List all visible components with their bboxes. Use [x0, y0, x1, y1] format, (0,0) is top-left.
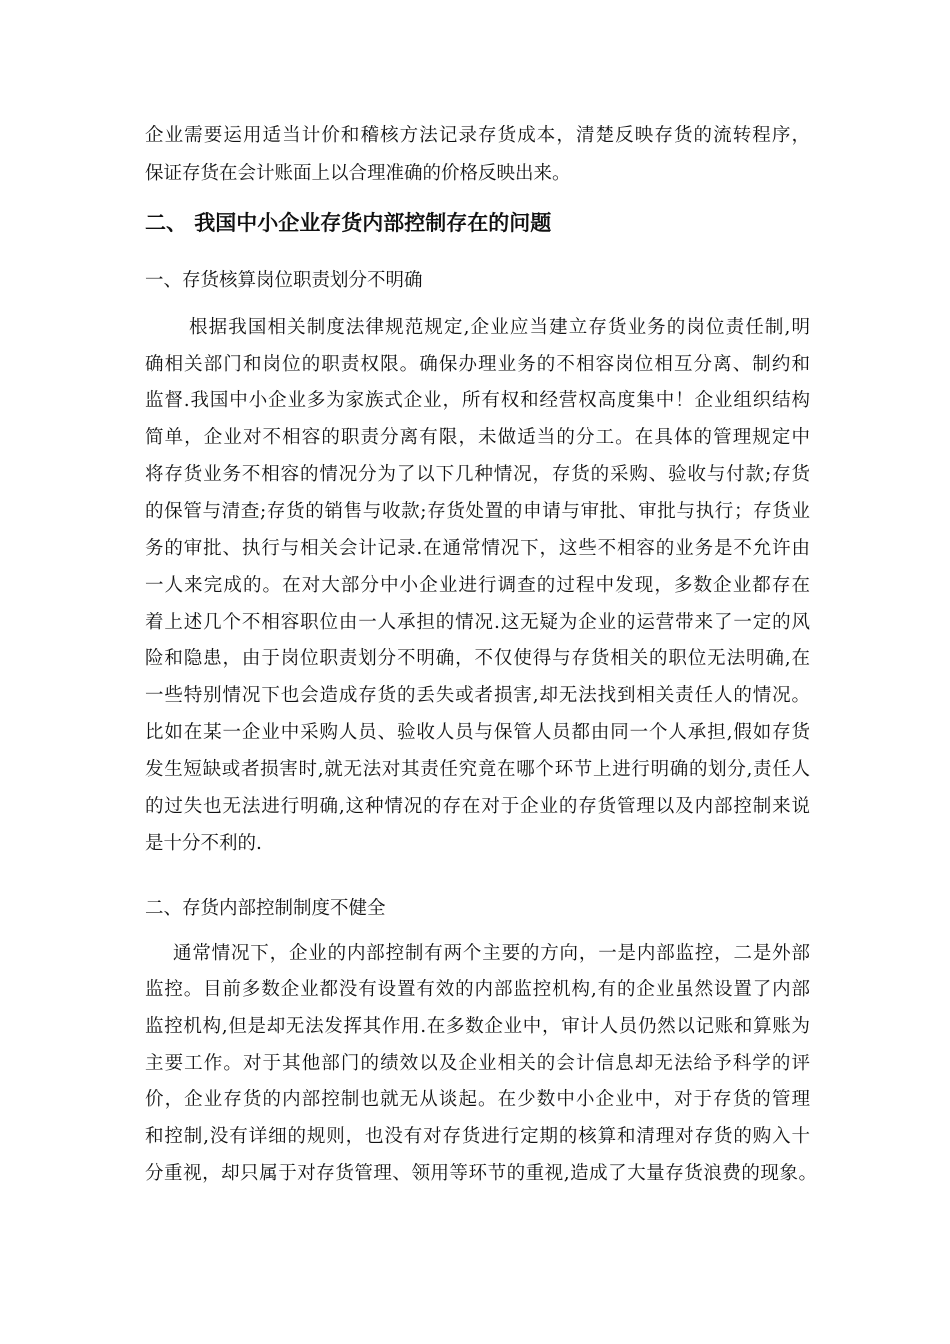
- intro-line: 企业需要运用适当计价和稽核方法记录存货成本，清楚反映存货的流转程序，: [145, 125, 810, 146]
- paragraph-line: 的保管与清查;存货的销售与收款;存货处置的申请与审批、审批与执行；存货业: [145, 501, 810, 522]
- subsection-title: 一、存货核算岗位职责划分不明确: [145, 270, 423, 291]
- paragraph-line: 的过失也无法进行明确,这种情况的存在对于企业的存货管理以及内部控制来说: [145, 796, 810, 817]
- section-heading: 二、 我国中小企业存货内部控制存在的问题: [145, 211, 552, 235]
- paragraph-line: 价，企业存货的内部控制也就无从谈起。在少数中小企业中，对于存货的管理: [145, 1089, 810, 1110]
- paragraph-line: 务的审批、执行与相关会计记录.在通常情况下，这些不相容的业务是不允许由: [145, 538, 810, 559]
- paragraph-line: 监控机构,但是却无法发挥其作用.在多数企业中，审计人员仍然以记账和算账为: [145, 1016, 810, 1037]
- paragraph-line: 主要工作。对于其他部门的绩效以及企业相关的会计信息却无法给予科学的评: [145, 1053, 810, 1074]
- paragraph-line: 简单，企业对不相容的职责分离有限，未做适当的分工。在具体的管理规定中: [145, 427, 810, 448]
- paragraph-line: 将存货业务不相容的情况分为了以下几种情况，存货的采购、验收与付款;存货: [145, 464, 810, 485]
- paragraph-line: 监控。目前多数企业都没有设置有效的内部监控机构,有的企业虽然设置了内部: [145, 979, 810, 1000]
- paragraph-line: 根据我国相关制度法律规范规定,企业应当建立存货业务的岗位责任制,明: [189, 317, 810, 338]
- intro-line: 保证存货在会计账面上以合理准确的价格反映出来。: [145, 163, 571, 184]
- paragraph-line: 确相关部门和岗位的职责权限。确保办理业务的不相容岗位相互分离、制约和: [145, 354, 810, 375]
- paragraph-line: 险和隐患，由于岗位职责划分不明确，不仅使得与存货相关的职位无法明确,在: [145, 648, 810, 669]
- paragraph-line: 一人来完成的。在对大部分中小企业进行调查的过程中发现，多数企业都存在: [145, 575, 810, 596]
- paragraph-line: 和控制,没有详细的规则，也没有对存货进行定期的核算和清理对存货的购入十: [145, 1126, 810, 1147]
- paragraph-line: 是十分不利的.: [145, 833, 262, 854]
- paragraph-line: 一些特别情况下也会造成存货的丢失或者损害,却无法找到相关责任人的情况。: [145, 685, 810, 706]
- paragraph-line: 分重视，却只属于对存货管理、领用等环节的重视,造成了大量存货浪费的现象。: [145, 1163, 817, 1184]
- paragraph-line: 监督.我国中小企业多为家族式企业，所有权和经营权高度集中！企业组织结构: [145, 390, 810, 411]
- subsection-title: 二、存货内部控制制度不健全: [145, 898, 386, 919]
- paragraph-line: 通常情况下，企业的内部控制有两个主要的方向，一是内部监控，二是外部: [173, 943, 810, 964]
- paragraph-line: 着上述几个不相容职位由一人承担的情况.这无疑为企业的运营带来了一定的风: [145, 612, 810, 633]
- paragraph-line: 发生短缺或者损害时,就无法对其责任究竟在哪个环节上进行明确的划分,责任人: [145, 759, 810, 780]
- paragraph-line: 比如在某一企业中采购人员、验收人员与保管人员都由同一个人承担,假如存货: [145, 722, 810, 743]
